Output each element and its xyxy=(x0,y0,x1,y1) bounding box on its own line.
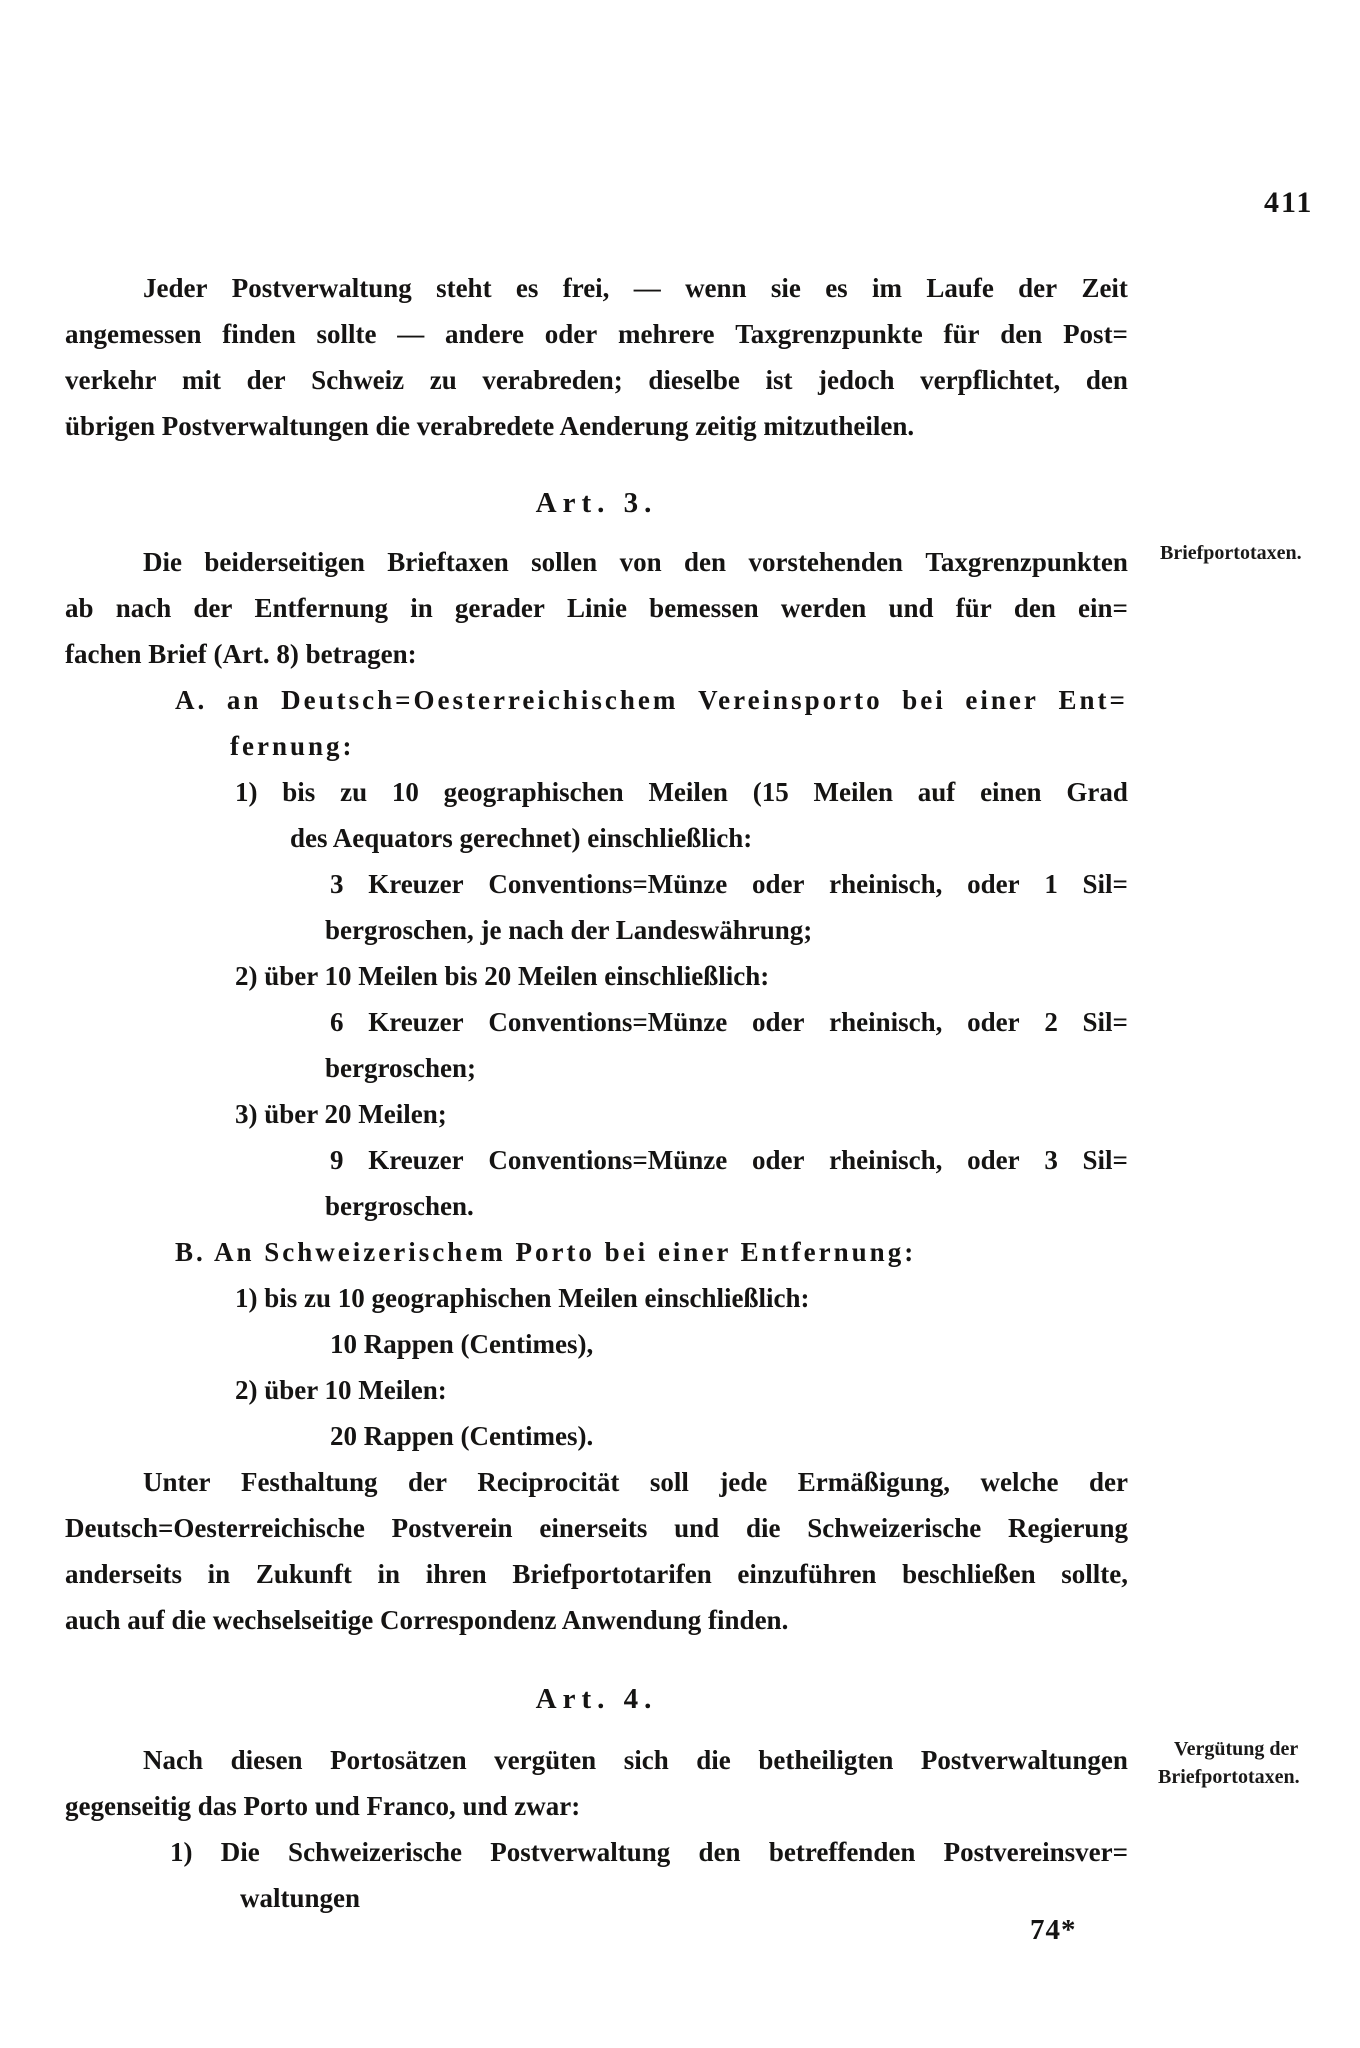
margin-note-briefportotaxen: Briefportotaxen. xyxy=(1160,542,1302,564)
item-A2-line-1: 2) über 10 Meilen bis 20 Meilen einschließlich: xyxy=(235,961,770,991)
paragraph-2-line-4: auch auf die wechselseitige Correspondenz Anwendung finden. xyxy=(65,1605,789,1635)
item-B2-rate-1: 20 Rappen (Centimes). xyxy=(330,1421,594,1451)
item-B-line-1: B. An Schweizerischem Porto bei einer Entfernung: xyxy=(175,1237,917,1267)
paragraph-2-line-3: anderseits in Zukunft in ihren Briefportotarifen einzuführen beschließen sollte, xyxy=(65,1559,1128,1589)
article-4-line-1: Nach diesen Portosätzen vergüten sich die betheiligten Postverwaltungen xyxy=(143,1745,1128,1775)
article-4-line-2: gegenseitig das Porto und Franco, und zwar: xyxy=(65,1791,581,1821)
item-B2-line-1: 2) über 10 Meilen: xyxy=(235,1375,447,1405)
article-3-line-2: ab nach der Entfernung in gerader Linie bemessen werden und für den ein= xyxy=(65,593,1128,623)
page-number: 411 xyxy=(1264,186,1314,219)
item-A3-rate-1: 9 Kreuzer Conventions=Münze oder rheinisch, oder 3 Sil= xyxy=(330,1145,1128,1175)
article-3-heading: Art. 3. xyxy=(535,487,658,519)
item-A1-rate-2: bergroschen, je nach der Landeswährung; xyxy=(325,915,813,945)
item-A1-rate-1: 3 Kreuzer Conventions=Münze oder rheinisch, oder 1 Sil= xyxy=(330,869,1128,899)
margin-note-verguetung-line-1: Vergütung der xyxy=(1174,1738,1299,1760)
margin-note-verguetung-line-2: Briefportotaxen. xyxy=(1158,1766,1300,1788)
item-A1-line-1: 1) bis zu 10 geographischen Meilen (15 Meilen auf einen Grad xyxy=(235,777,1128,807)
item-A3-rate-2: bergroschen. xyxy=(325,1191,474,1221)
item-A-line-2: fernung: xyxy=(230,731,355,761)
item-A2-rate-1: 6 Kreuzer Conventions=Münze oder rheinisch, oder 2 Sil= xyxy=(330,1007,1128,1037)
item-1-line-2: waltungen xyxy=(240,1883,361,1913)
item-A1-line-2: des Aequators gerechnet) einschließlich: xyxy=(290,823,753,853)
item-1-line-1: 1) Die Schweizerische Postverwaltung den betreffenden Postvereinsver= xyxy=(170,1837,1128,1867)
paragraph-1-line-1: Jeder Postverwaltung steht es frei, — wenn sie es im Laufe der Zeit xyxy=(143,273,1128,303)
item-A3-line-1: 3) über 20 Meilen; xyxy=(235,1099,447,1129)
article-3-line-1: Die beiderseitigen Brieftaxen sollen von den vorstehenden Taxgrenzpunkten xyxy=(143,547,1128,577)
item-A2-rate-2: bergroschen; xyxy=(325,1053,476,1083)
paragraph-1-line-4: übrigen Postverwaltungen die verabredete Aenderung zeitig mitzutheilen. xyxy=(65,411,915,441)
printers-mark: 74* xyxy=(1030,1914,1077,1946)
item-B1-rate-1: 10 Rappen (Centimes), xyxy=(330,1329,594,1359)
article-4-heading: Art. 4. xyxy=(535,1683,658,1715)
article-3-line-3: fachen Brief (Art. 8) betragen: xyxy=(65,639,417,669)
paragraph-2-line-2: Deutsch=Oesterreichische Postverein einerseits und die Schweizerische Regierung xyxy=(65,1513,1128,1543)
item-B1-line-1: 1) bis zu 10 geographischen Meilen einschließlich: xyxy=(235,1283,810,1313)
paragraph-1-line-2: angemessen finden sollte — andere oder mehrere Taxgrenzpunkte für den Post= xyxy=(65,319,1128,349)
paragraph-1-line-3: verkehr mit der Schweiz zu verabreden; dieselbe ist jedoch verpflichtet, den xyxy=(65,365,1128,395)
item-A-line-1: A. an Deutsch=Oesterreichischem Vereinsporto bei einer Ent= xyxy=(175,685,1128,715)
paragraph-2-line-1: Unter Festhaltung der Reciprocität soll jede Ermäßigung, welche der xyxy=(143,1467,1128,1497)
